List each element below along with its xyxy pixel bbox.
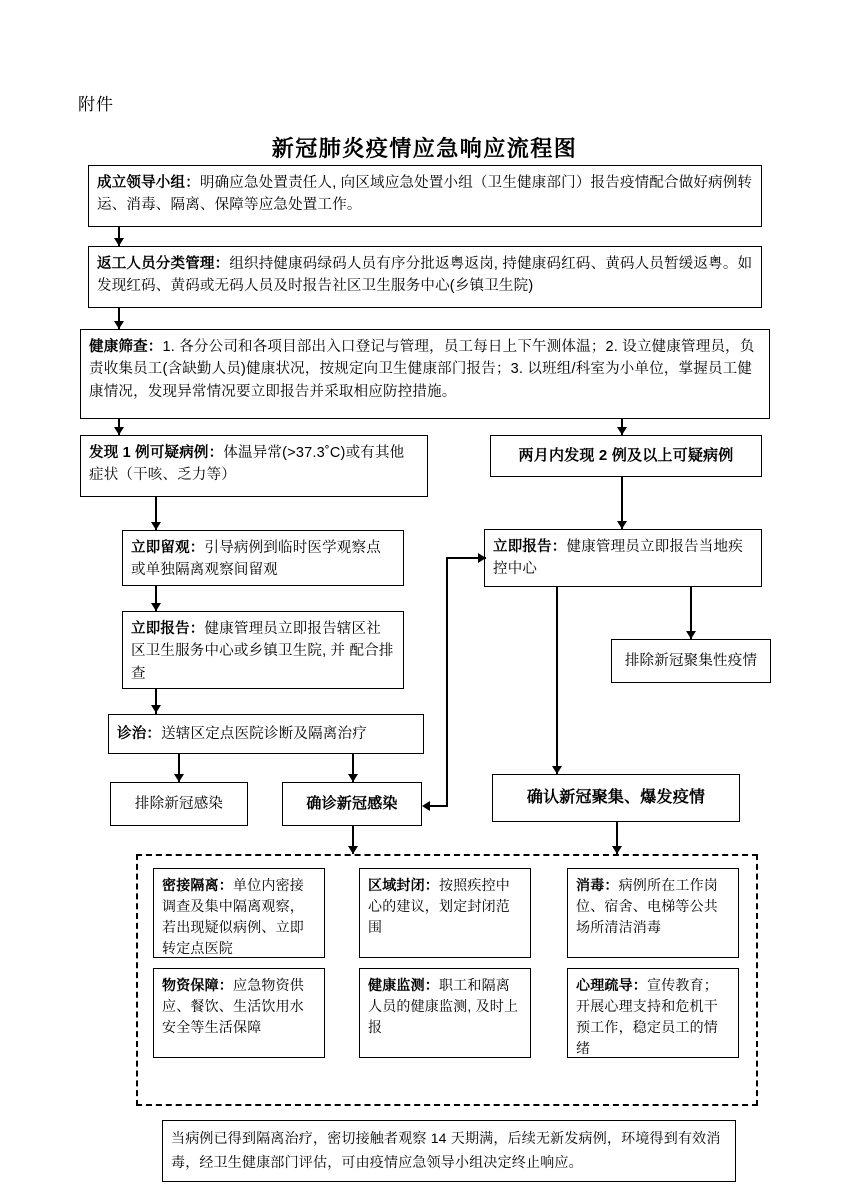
page-title: 新冠肺炎疫情应急响应流程图	[271, 136, 578, 161]
measure-box-5	[359, 968, 531, 1058]
arrowhead-cdc-to-exclude-cluster	[686, 631, 696, 639]
arrowhead-confirm-outbreak-to-measures	[612, 846, 622, 854]
node-report-local-text: 健康管理员立即报告辖区社区卫生服务中心或乡镇卫生院, 并 配合排查	[131, 621, 394, 682]
arrowhead-cdc-to-confirm-outbreak	[552, 766, 562, 774]
measure-box-3	[567, 868, 739, 958]
node-exclude-infection-text: 排除新冠感染	[134, 795, 224, 812]
node-treatment-label: 诊治：	[117, 725, 162, 742]
node-leader-group-label: 成立领导小组：	[97, 175, 200, 191]
measure-6-text: 宣传教育；开展心理支持和危机干预工作，稳定员工的情绪	[576, 977, 718, 1056]
arrowhead-screen-to-one-case	[114, 427, 124, 435]
arrow-confirm-elbow-vertical	[446, 557, 448, 669]
arrowhead-leader-to-return	[114, 238, 124, 246]
node-return-worker	[88, 246, 762, 308]
measure-2-text: 按照疾控中心的建议，划定封闭范围	[368, 877, 510, 935]
arrowhead-screen-to-two-cases	[617, 427, 627, 435]
node-immediate-observation	[122, 530, 404, 586]
arrowhead-return-to-screen	[114, 321, 124, 329]
node-return-worker-label: 返工人员分类管理：	[97, 256, 230, 272]
measure-2-label: 区域封闭：	[368, 877, 439, 893]
node-leader-group-text: 明确应急处置责任人, 向区域应急处置小组（卫生健康部门）报告疫情配合做好病例转运、消毒、隔离、保障等应急处置工作。	[97, 175, 753, 214]
node-exclude-cluster-text: 排除新冠聚集性疫情	[624, 652, 758, 669]
node-one-suspected-case-label: 发现 1 例可疑病例：	[89, 445, 224, 461]
arrowhead-into-confirm-infection	[422, 801, 430, 811]
measure-box-1	[153, 868, 325, 958]
arrowhead-report-local-to-treat	[151, 705, 161, 713]
node-leader-group	[88, 165, 762, 227]
measure-4-text: 应急物资供应、餐饮、生活饮用水安全等生活保障	[162, 977, 304, 1035]
measure-1-text: 单位内密接调查及集中隔离观察，若出现疑似病例、立即转定点医院	[162, 877, 304, 956]
node-confirm-outbreak	[492, 774, 740, 822]
node-health-screening	[80, 329, 770, 419]
arrowhead-to-report-cdc	[478, 553, 486, 563]
arrowhead-treat-to-confirm-infection	[348, 774, 358, 782]
measure-box-2	[359, 868, 531, 958]
node-two-or-more-cases-text: 两月内发现 2 例及以上可疑病例	[518, 447, 734, 465]
node-report-cdc-text: 健康管理员立即报告当地疾控中心	[493, 539, 743, 578]
measure-5-label: 健康监测：	[368, 977, 439, 993]
node-confirm-infection	[282, 782, 422, 826]
node-immediate-observation-label: 立即留观：	[131, 540, 205, 556]
node-health-screening-label: 健康筛查：	[89, 339, 163, 355]
node-return-worker-text: 组织持健康码绿码人员有序分批返粤返岗, 持健康码红码、黄码人员暂缓返粤。如发现红码、黄码或无码人员及时报告社区卫生服务中心(乡镇卫生院)	[97, 256, 753, 295]
arrowhead-treat-to-exclude-infection	[174, 774, 184, 782]
measure-3-label: 消毒：	[576, 877, 619, 893]
footer-note-text: 当病例已得到隔离治疗，密切接触者观察 14 天期满，后续无新发病例，环境得到有效消毒，经卫生健康部门评估，可由疫情应急领导小组决定终止响应。	[171, 1130, 721, 1170]
node-one-suspected-case-text: 体温异常(>37.3˚C)或有其他症状（干咳、乏力等）	[89, 445, 405, 484]
measure-4-label: 物资保障：	[162, 977, 233, 993]
measure-box-4	[153, 968, 325, 1058]
arrowhead-one-case-to-observe	[151, 522, 161, 530]
arrowhead-observe-to-report-local	[151, 603, 161, 611]
node-exclude-infection	[110, 782, 248, 826]
measure-5-text: 职工和隔离人员的健康监测, 及时上报	[368, 977, 519, 1035]
node-report-local-label: 立即报告：	[131, 621, 205, 637]
arrow-elbow-down-to-confirm	[446, 667, 448, 806]
node-health-screening-text: 1. 各分公司和各项目部出入口登记与管理，员工每日上下午测体温；2. 设立健康管理员，负责收集员工(含缺勤人员)健康状况，按规定向卫生健康部门报告；3. 以班组/科室为小单位，掌握员工健康情况，发现异常情况要立即报告并采取相应防控措施。	[89, 339, 755, 400]
node-two-or-more-cases	[490, 435, 762, 477]
node-report-cdc-label: 立即报告：	[493, 539, 567, 555]
arrowhead-two-cases-to-report-cdc	[617, 521, 627, 529]
node-treatment	[108, 714, 424, 754]
node-one-suspected-case	[80, 435, 428, 497]
node-report-cdc	[484, 529, 762, 587]
measure-1-label: 密接隔离：	[162, 877, 233, 893]
node-confirm-infection-text: 确诊新冠感染	[306, 795, 398, 813]
arrow-elbow-into-confirm	[428, 805, 448, 807]
node-exclude-cluster	[611, 639, 771, 683]
measure-3-text: 病例所在工作岗位、宿舍、电梯等公共场所清洁消毒	[576, 877, 719, 935]
measure-6-label: 心理疏导：	[576, 977, 647, 993]
attachment-label: 附件	[78, 95, 114, 114]
node-treatment-text: 送辖区定点医院诊断及隔离治疗	[161, 725, 367, 742]
node-report-local	[122, 611, 404, 689]
footer-note	[162, 1120, 736, 1182]
node-confirm-outbreak-text: 确认新冠聚集、爆发疫情	[526, 788, 706, 806]
arrow-cdc-to-confirm-outbreak	[556, 587, 558, 774]
measure-box-6	[567, 968, 739, 1058]
arrowhead-confirm-infection-to-measures	[348, 846, 358, 854]
node-immediate-observation-text: 引导病例到临时医学观察点或单独隔离观察间留观	[131, 540, 381, 579]
